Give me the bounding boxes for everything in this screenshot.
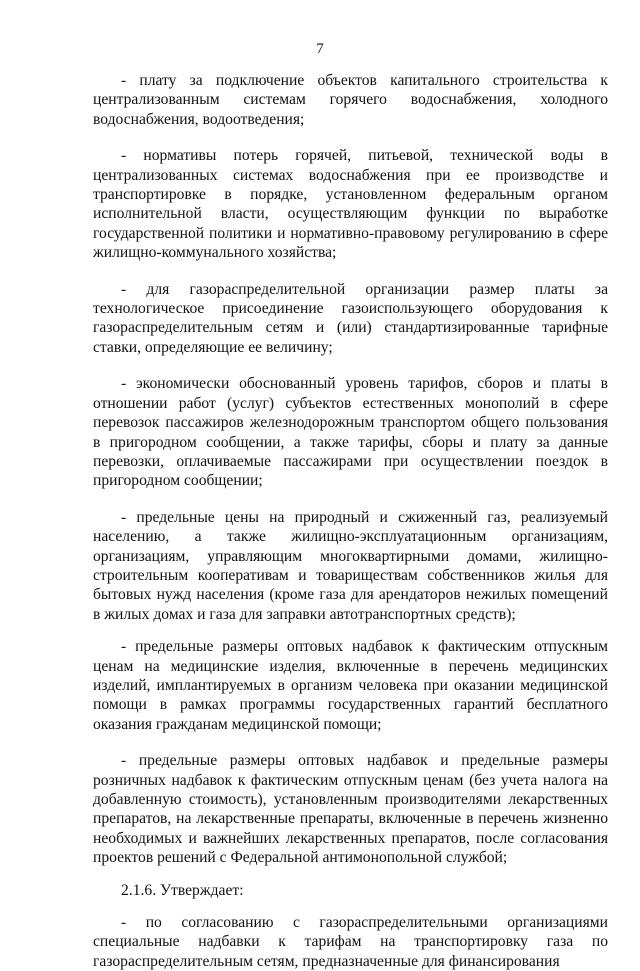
- document-body: [93, 71, 608, 971]
- list-item-suburban-rail-tariffs: - экономически обоснованный уровень тарифов, сборов и платы в отношении работ (услуг) субъектов естественных монополий в сфере перевозок пассажиров железнодорожным транспортом общего пользования в пригородном сообщении, а также тарифы, сборы и плату за данные перевозки, оплачиваемые пассажирами при осуществлении поездок в пригородном сообщении;: [93, 375, 608, 490]
- list-item-drug-markups: - предельные размеры оптовых надбавок и предельные размеры розничных надбавок к фактическим отпускным ценам (без учета налога на добавленную стоимость), установленным производителями лекарственных препаратов, на лекарственные препараты, включенные в перечень жизненно необходимых и важнейших лекарственных препаратов, после согласования проектов решений с Федеральной антимонопольной службой;: [93, 752, 608, 867]
- section-heading-2-1-6: 2.1.6. Утверждает:: [121, 881, 244, 899]
- list-item-gas-transport-surcharges: - по согласованию с газораспределительными организациями специальные надбавки к тарифам на транспортировку газа по газораспределительным сетям, предназначенные для финансирования: [93, 914, 608, 970]
- list-item-gas-connection-fee: - для газораспределительной организации размер платы за технологическое присоединение газоиспользующего оборудования к газораспределительным сетям и (или) стандартизированные тарифные ставки, определяющие ее величину;: [93, 280, 608, 356]
- list-item-water-loss-norms: - нормативы потерь горячей, питьевой, технической воды в централизованных системах водоснабжения при ее производстве и транспортировке в порядке, установленном федеральным органом исполнительной власти, осуществляющим функции по выработке государственной политики и нормативно-правовому регулированию в сфере жилищно-коммунального хозяйства;: [93, 147, 608, 262]
- list-item-gas-price-limits: - предельные цены на природный и сжиженный газ, реализуемый населению, а также жилищно-эксплуатационным организациям, организациям, управляющим многоквартирными домами, жилищно-строительным кооперативам и товариществам собственников жилья для бытовых нужд населения (кроме газа для арендаторов нежилых помещений в жилых домах и газа для заправки автотранспортных средств);: [93, 508, 608, 623]
- page-number: 7: [316, 41, 324, 57]
- list-item-connection-fee: - плату за подключение объектов капитального строительства к централизованным системам горячего водоснабжения, холодного водоснабжения, водоотведения;: [93, 72, 608, 128]
- list-item-medical-devices-markups: - предельные размеры оптовых надбавок к фактическим отпускным ценам на медицинские изделия, включенные в перечень медицинских изделий, имплантируемых в организм человека при оказании медицинской помощи в рамках программы государственных гарантий бесплатного оказания гражданам медицинской помощи;: [93, 638, 608, 733]
